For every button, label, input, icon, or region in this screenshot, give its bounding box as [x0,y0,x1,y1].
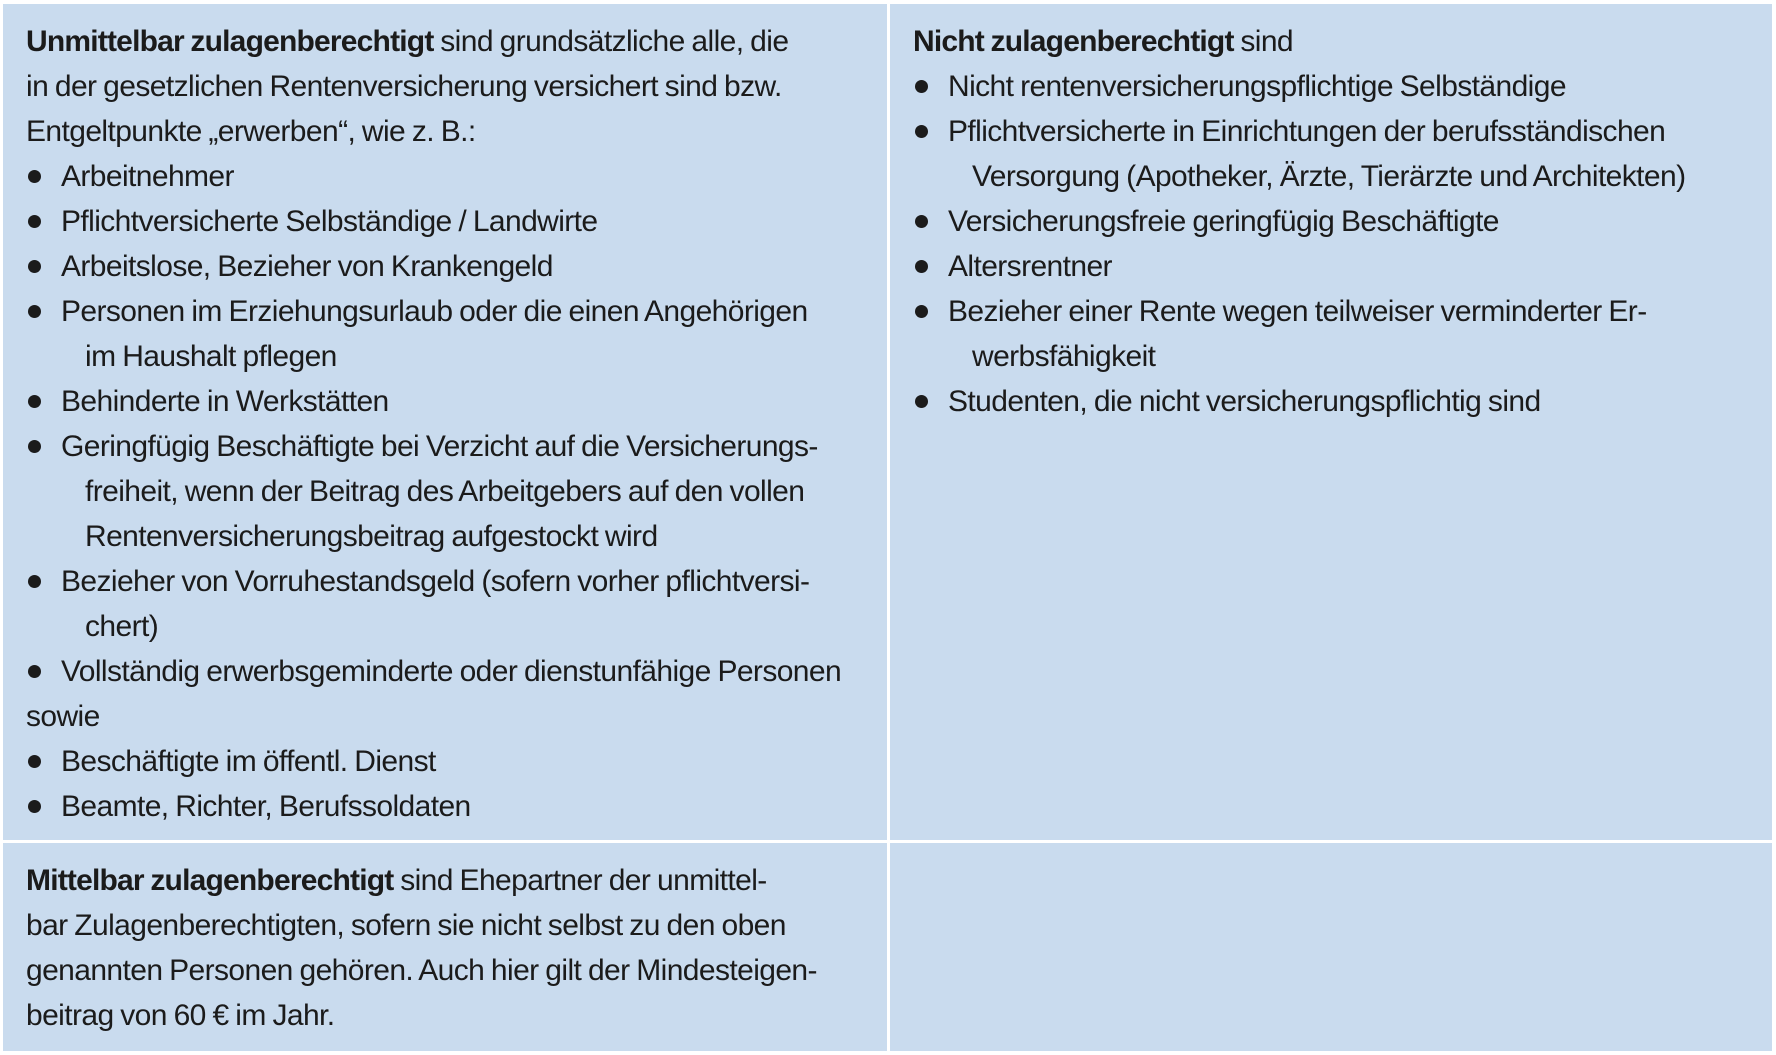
not-eligible-heading-rest: sind [1233,25,1294,58]
direct-eligible-item [26,424,867,559]
bullet-icon [28,260,41,273]
bullet-icon [28,215,41,228]
list-item-text: Arbeitnehmer [61,160,234,193]
list-item-text: Geringfügig Beschäftigte bei Verzicht auf die Versicherungs- [61,430,818,463]
not-eligible-item [913,244,1752,289]
list-item-continuation: sowie [26,700,100,733]
bullet-icon [28,800,41,813]
bullet-icon [915,260,928,273]
direct-eligible-heading-bold: Unmittelbar zulagenberechtigt [26,25,434,58]
list-item-text: Studenten, die nicht versicherungspflichtig sind [948,385,1541,418]
indirect-eligible-line: genannten Personen gehören. Auch hier gilt der Mindesteigen- [26,954,817,987]
list-item-continuation: chert) [85,610,159,643]
bullet-icon [28,395,41,408]
list-item-text: Beschäftigte im öffentl. Dienst [61,745,436,778]
list-item-text: Personen im Erziehungsurlaub oder die einen Angehörigen [61,295,808,328]
indirect-eligible-heading-bold: Mittelbar zulagenberechtigt [26,864,394,897]
cell-empty [890,843,1772,1051]
indirect-eligible-heading [26,858,867,903]
list-item-text: Vollständig erwerbsgeminderte oder dienstunfähige Personen [61,655,842,688]
bullet-icon [28,440,41,453]
direct-eligible-item [26,199,867,244]
direct-eligible-item [26,154,867,199]
cell-direct-eligible [3,4,887,840]
direct-eligible-item [26,379,867,424]
list-item-text: Altersrentner [948,250,1112,283]
not-eligible-item [913,289,1752,379]
list-item-continuation: Rentenversicherungsbeitrag aufgestockt wird [85,520,658,553]
bullet-icon [28,170,41,183]
direct-eligible-item [26,559,867,649]
list-item-continuation: freiheit, wenn der Beitrag des Arbeitgebers auf den vollen [85,475,805,508]
list-item-text: Beamte, Richter, Berufssoldaten [61,790,471,823]
bullet-icon [28,305,41,318]
bullet-icon [28,755,41,768]
not-eligible-item [913,109,1752,199]
list-item-text: Arbeitslose, Bezieher von Krankengeld [61,250,553,283]
cell-not-eligible [890,4,1772,840]
not-eligible-heading [913,19,1752,64]
list-item-text: Versicherungsfreie geringfügig Beschäftigte [948,205,1499,238]
not-eligible-item [913,64,1752,109]
direct-eligible-item [26,784,867,829]
indirect-eligible-line: beitrag von 60 € im Jahr. [26,999,335,1032]
indirect-eligible-heading-rest: sind Ehepartner der unmittel- [393,864,767,897]
bullet-icon [915,80,928,93]
direct-eligible-list [26,154,867,829]
not-eligible-item [913,379,1752,424]
bullet-icon [915,215,928,228]
list-item-text: Pflichtversicherte Selbständige / Landwirte [61,205,598,238]
direct-eligible-item [26,244,867,289]
bullet-icon [915,395,928,408]
list-item-text: Bezieher von Vorruhestandsgeld (sofern vorher pflichtversi- [61,565,810,598]
direct-eligible-item [26,649,867,739]
direct-eligible-item [26,739,867,784]
direct-eligible-heading [26,19,867,64]
list-item-text: Nicht rentenversicherungspflichtige Selbständige [948,70,1566,103]
list-item-text: Behinderte in Werkstätten [61,385,389,418]
direct-eligible-item [26,289,867,379]
list-item-continuation: im Haushalt pflegen [85,340,337,373]
direct-eligible-heading-rest: sind grundsätzliche alle, die [433,25,789,58]
list-item-text: Pflichtversicherte in Einrichtungen der berufsständischen [948,115,1666,148]
not-eligible-item [913,199,1752,244]
not-eligible-list [913,64,1752,424]
list-item-continuation: werbsfähigkeit [972,340,1156,373]
direct-eligible-intro-line: in der gesetzlichen Rentenversicherung versichert sind bzw. [26,70,782,103]
list-item-text: Bezieher einer Rente wegen teilweiser verminderter Er- [948,295,1647,328]
bullet-icon [915,125,928,138]
bullet-icon [915,305,928,318]
direct-eligible-intro-line: Entgeltpunkte „erwerben“, wie z. B.: [26,115,476,148]
bullet-icon [28,575,41,588]
indirect-eligible-line: bar Zulagenberechtigten, sofern sie nicht selbst zu den oben [26,909,786,942]
bullet-icon [28,665,41,678]
list-item-continuation: Versorgung (Apotheker, Ärzte, Tierärzte und Architekten) [972,160,1686,193]
cell-indirect-eligible [3,843,887,1051]
not-eligible-heading-bold: Nicht zulagenberechtigt [913,25,1234,58]
